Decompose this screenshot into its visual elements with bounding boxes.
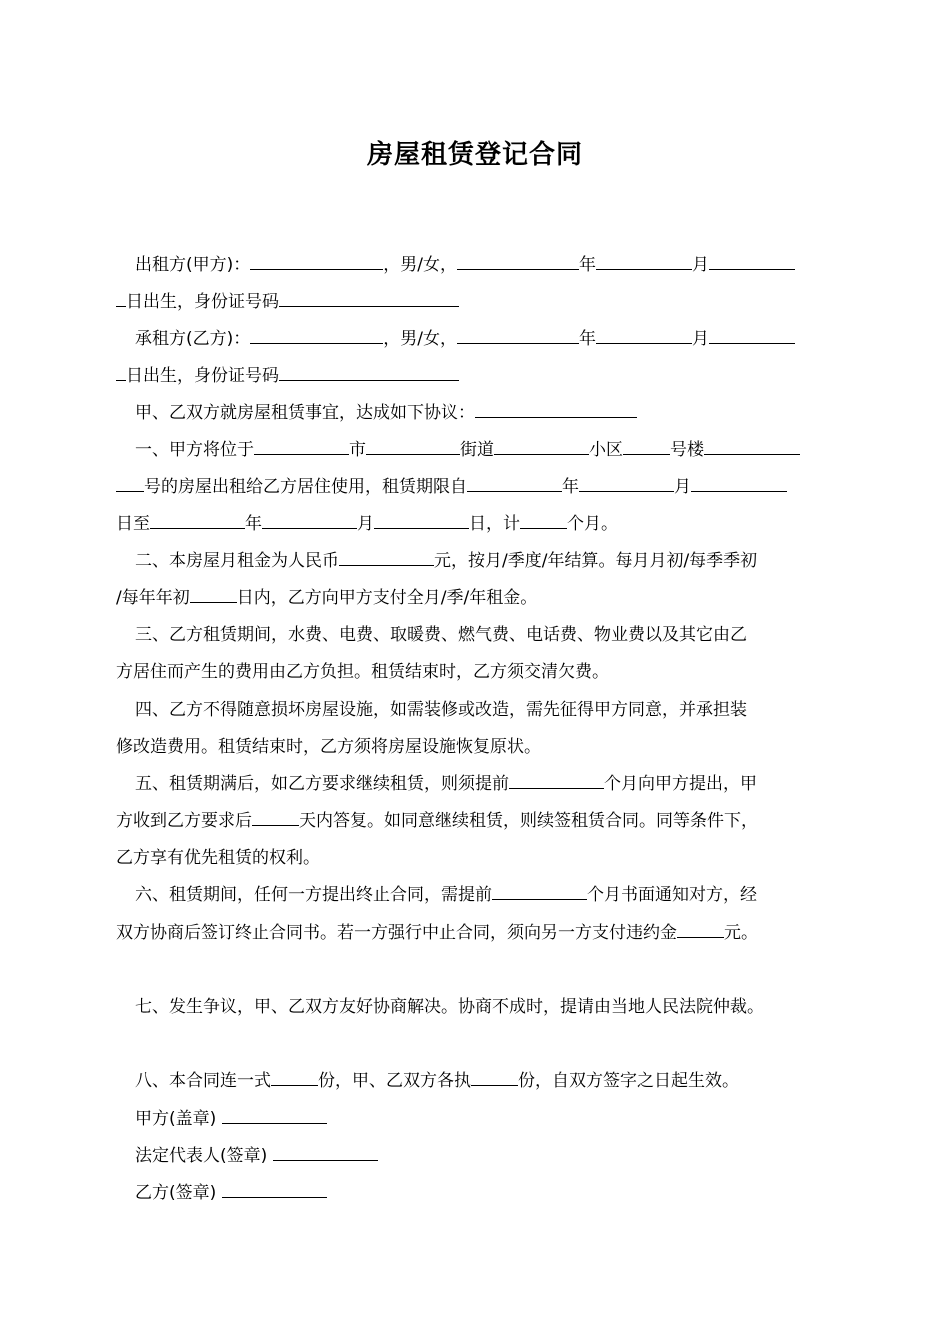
text-segment: 月	[674, 477, 691, 497]
text-segment: 市	[349, 440, 366, 460]
total-months-blank[interactable]	[520, 514, 567, 529]
lessee-birth-month-blank[interactable]	[596, 329, 692, 344]
text-segment: 日，计	[469, 514, 520, 534]
lessee-id-line	[116, 366, 838, 386]
text-segment: 甲、乙双方就房屋租赁事宜，达成如下协议：	[135, 403, 475, 423]
clause-4-line-2	[116, 737, 838, 757]
reply-days-blank[interactable]	[252, 811, 299, 826]
text-segment: /每年年初	[116, 588, 190, 608]
text-segment: 个月向甲方提出，甲	[604, 774, 757, 794]
text-segment: 乙方享有优先租赁的权利。	[116, 848, 320, 868]
text-segment: 元。	[724, 923, 758, 943]
party-a-seal-blank[interactable]	[222, 1109, 327, 1124]
text-segment: 日出生，身份证号码	[126, 292, 279, 312]
text-segment: 月	[357, 514, 374, 534]
text-segment: 四、乙方不得随意损坏房屋设施，如需装修或改造，需先征得甲方同意，并承担装	[135, 700, 747, 720]
text-segment: 号的房屋出租给乙方居住使用，租赁期限自	[144, 477, 467, 497]
lessor-id-line	[116, 292, 838, 312]
clause-6-line-1	[135, 885, 838, 905]
clause-5-line-2	[116, 811, 838, 831]
text-segment: 月	[692, 329, 709, 349]
text-segment: 年	[579, 329, 596, 349]
start-month-blank[interactable]	[579, 477, 674, 492]
clause-1-line-1	[135, 440, 838, 460]
end-year-blank[interactable]	[150, 514, 245, 529]
legal-rep-signature-blank[interactable]	[273, 1146, 378, 1161]
city-blank[interactable]	[254, 440, 349, 455]
building-blank[interactable]	[623, 440, 670, 455]
clause-3-line-1	[135, 625, 838, 645]
termination-notice-months-blank[interactable]	[492, 885, 587, 900]
text-segment: 天内答复。如同意继续租赁，则续签租赁合同。同等条件下，	[299, 811, 758, 831]
text-segment: 日出生，身份证号码	[126, 366, 279, 386]
lessee-birth-year-blank[interactable]	[457, 329, 579, 344]
text-segment: 法定代表人(签章)	[135, 1146, 268, 1166]
document-title: 房屋租赁登记合同	[366, 140, 583, 170]
clause-8	[135, 1071, 838, 1091]
start-year-blank[interactable]	[467, 477, 562, 492]
text-segment: 年	[245, 514, 262, 534]
clause-2-line-2	[116, 588, 838, 608]
lessor-birth-year-blank[interactable]	[457, 255, 579, 270]
lessee-birth-day-blank[interactable]	[709, 329, 795, 344]
copies-each-blank[interactable]	[471, 1071, 518, 1086]
lessor-birth-day-blank[interactable]	[709, 255, 795, 270]
text-segment: 个月。	[567, 514, 618, 534]
unit-blank-cont[interactable]	[116, 477, 144, 492]
copies-total-blank[interactable]	[271, 1071, 318, 1086]
text-segment: 六、租赁期间，任何一方提出终止合同，需提前	[135, 885, 492, 905]
clause-1-line-3	[116, 514, 838, 534]
text-segment: 方居住而产生的费用由乙方负担。租赁结束时，乙方须交清欠费。	[116, 662, 609, 682]
lessor-birth-month-blank[interactable]	[596, 255, 692, 270]
text-segment: 承租方(乙方)：	[135, 329, 251, 349]
payment-days-blank[interactable]	[190, 588, 237, 603]
legal-rep-signature-line	[135, 1146, 838, 1166]
unit-blank[interactable]	[704, 440, 800, 455]
text-segment: 二、本房屋月租金为人民币	[135, 551, 339, 571]
start-day-blank[interactable]	[691, 477, 787, 492]
text-segment: 个月书面通知对方，经	[587, 885, 757, 905]
text-segment: 日内，乙方向甲方支付全月/季/年租金。	[236, 588, 538, 608]
lessor-line	[135, 255, 838, 275]
text-segment: 年	[579, 255, 596, 275]
lessee-name-blank[interactable]	[250, 329, 383, 344]
lessee-birth-day-blank-cont[interactable]	[116, 366, 126, 381]
clause-6-line-2	[116, 923, 838, 943]
party-a-seal-line	[135, 1109, 838, 1129]
party-b-signature-blank[interactable]	[222, 1183, 327, 1198]
text-segment: 街道	[460, 440, 494, 460]
text-segment: 份，自双方签字之日起生效。	[518, 1071, 739, 1091]
text-segment: 日至	[116, 514, 150, 534]
clause-2-line-1	[135, 551, 838, 571]
penalty-amount-blank[interactable]	[677, 923, 724, 938]
text-segment: 份，甲、乙双方各执	[318, 1071, 471, 1091]
lessor-name-blank[interactable]	[250, 255, 383, 270]
rent-amount-blank[interactable]	[339, 551, 434, 566]
lessor-birth-day-blank-cont[interactable]	[116, 292, 126, 307]
text-segment: 八、本合同连一式	[135, 1071, 271, 1091]
clause-3-line-2	[116, 662, 838, 682]
party-b-signature-line	[135, 1183, 838, 1203]
agreement-intro	[135, 403, 838, 423]
text-segment: 月	[692, 255, 709, 275]
clause-5-line-1	[135, 774, 838, 794]
renewal-notice-months-blank[interactable]	[509, 774, 604, 789]
clause-4-line-1	[135, 700, 838, 720]
text-segment: 出租方(甲方)：	[135, 255, 251, 275]
community-blank[interactable]	[494, 440, 589, 455]
lessee-line	[135, 329, 838, 349]
clause-1-line-2	[116, 477, 838, 497]
text-segment: ，男/女，	[383, 329, 457, 349]
text-segment: ，男/女，	[383, 255, 457, 275]
text-segment: 甲方(盖章)	[135, 1109, 217, 1129]
text-segment: 修改造费用。租赁结束时，乙方须将房屋设施恢复原状。	[116, 737, 541, 757]
lessee-id-blank[interactable]	[279, 366, 459, 381]
text-segment: 三、乙方租赁期间，水费、电费、取暖费、燃气费、电话费、物业费以及其它由乙	[135, 625, 747, 645]
text-segment: 方收到乙方要求后	[116, 811, 252, 831]
clause-7	[135, 997, 850, 1017]
text-segment: 小区	[589, 440, 623, 460]
end-day-blank[interactable]	[374, 514, 469, 529]
end-month-blank[interactable]	[262, 514, 357, 529]
text-segment: 号楼	[670, 440, 704, 460]
text-segment: 一、甲方将位于	[135, 440, 254, 460]
clause-5-line-3	[116, 848, 838, 868]
agreement-blank[interactable]	[475, 403, 637, 418]
text-segment: 年	[562, 477, 579, 497]
lessor-id-blank[interactable]	[279, 292, 459, 307]
text-segment: 双方协商后签订终止合同书。若一方强行中止合同，须向另一方支付违约金	[116, 923, 677, 943]
text-segment: 乙方(签章)	[135, 1183, 217, 1203]
text-segment: 元，按月/季度/年结算。每月月初/每季季初	[434, 551, 758, 571]
text-segment: 七、发生争议，甲、乙双方友好协商解决。协商不成时，提请由当地人民法院仲裁。	[135, 997, 764, 1017]
text-segment: 五、租赁期满后，如乙方要求继续租赁，则须提前	[135, 774, 509, 794]
street-blank[interactable]	[366, 440, 460, 455]
